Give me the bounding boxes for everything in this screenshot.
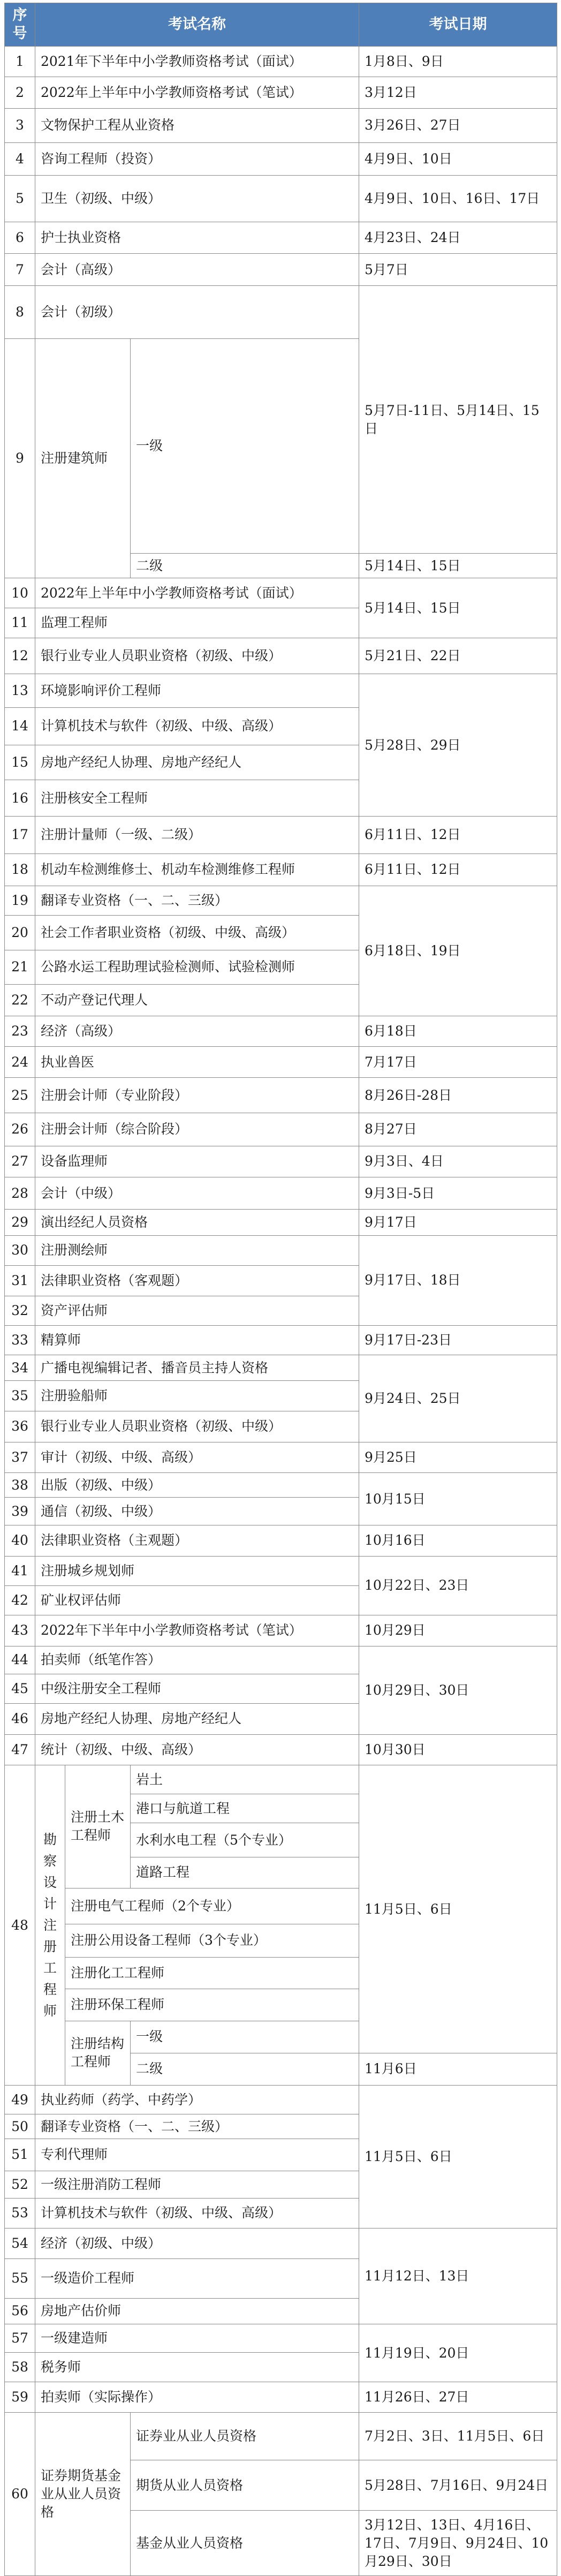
exam-name: 社会工作者职业资格（初级、中级、高级）	[35, 915, 359, 950]
row-number: 35	[5, 1381, 35, 1411]
header-date: 考试日期	[359, 3, 557, 47]
exam-name: 注册会计师（综合阶段）	[35, 1113, 359, 1146]
exam-name: 广播电视编辑记者、播音员主持人资格	[35, 1355, 359, 1381]
row-number: 55	[5, 2258, 35, 2298]
row-number: 3	[5, 108, 35, 143]
table-row	[5, 1525, 557, 1556]
exam-name: 计算机技术与软件（初级、中级、高级）	[35, 2198, 359, 2228]
table-row	[5, 638, 557, 674]
row-number: 50	[5, 2114, 35, 2139]
table-row	[5, 1646, 557, 1674]
exam-name: 公路水运工程助理试验检测师、试验检测师	[35, 950, 359, 985]
row-number: 45	[5, 1674, 35, 1703]
exam-date: 11月26日、27日	[359, 2382, 557, 2412]
exam-name: 资产评估师	[35, 1296, 359, 1325]
row-number: 12	[5, 638, 35, 674]
exam-date: 11月5日、6日	[359, 1765, 557, 2053]
exam-name: 法律职业资格（主观题）	[35, 1525, 359, 1556]
row-number: 27	[5, 1146, 35, 1177]
table-row	[5, 2324, 557, 2352]
row-number: 28	[5, 1177, 35, 1210]
table-row	[5, 77, 557, 108]
exam-subgroup: 注册环保工程师	[65, 1989, 359, 2021]
row-number: 31	[5, 1266, 35, 1296]
exam-name: 拍卖师（实际操作）	[35, 2382, 359, 2412]
exam-name: 2022年上半年中小学教师资格考试（笔试）	[35, 77, 359, 108]
row-number: 8	[5, 286, 35, 339]
exam-date: 1月8日、9日	[359, 47, 557, 77]
exam-name: 审计（初级、中级、高级）	[35, 1442, 359, 1473]
row-number: 4	[5, 143, 35, 176]
table-row	[5, 1615, 557, 1646]
exam-subgroup: 注册结构工程师	[65, 2021, 131, 2085]
row-number: 46	[5, 1703, 35, 1734]
exam-subtype: 基金从业人员资格	[131, 2511, 359, 2576]
table-row	[5, 2382, 557, 2412]
exam-specialty: 水利水电工程（5个专业）	[131, 1823, 359, 1857]
row-number: 41	[5, 1556, 35, 1585]
row-number: 10	[5, 578, 35, 608]
exam-name: 护士执业资格	[35, 222, 359, 254]
exam-name: 统计（初级、中级、高级）	[35, 1734, 359, 1765]
row-number: 34	[5, 1355, 35, 1381]
row-number: 24	[5, 1046, 35, 1078]
table-row	[5, 1235, 557, 1265]
exam-specialty: 港口与航道工程	[131, 1794, 359, 1823]
table-row	[5, 817, 557, 853]
exam-date: 9月25日	[359, 1442, 557, 1473]
exam-name: 专利代理师	[35, 2139, 359, 2171]
exam-name: 中级注册安全工程师	[35, 1674, 359, 1703]
header-name: 考试名称	[35, 3, 359, 47]
exam-name: 注册核安全工程师	[35, 780, 359, 816]
exam-name: 法律职业资格（客观题）	[35, 1266, 359, 1296]
exam-date: 8月27日	[359, 1113, 557, 1146]
table-row	[5, 176, 557, 222]
exam-date: 11月19日、20日	[359, 2324, 557, 2382]
exam-name: 一级造价工程师	[35, 2258, 359, 2298]
row-number: 1	[5, 47, 35, 77]
exam-name: 经济（高级）	[35, 1016, 359, 1046]
row-number: 51	[5, 2139, 35, 2171]
exam-date: 10月16日	[359, 1525, 557, 1556]
table-header-row	[5, 3, 557, 47]
exam-name: 会计（初级）	[35, 286, 359, 339]
exam-date: 10月29日、30日	[359, 1646, 557, 1734]
exam-date: 5月14日、15日	[359, 578, 557, 638]
exam-date: 3月12日、13日、4月16日、17日、7月9日、9月24日、10月29日、30日	[359, 2511, 557, 2576]
table-row	[5, 578, 557, 608]
exam-subgroup: 注册公用设备工程师（3个专业）	[65, 1924, 359, 1957]
exam-date: 5月28日、29日	[359, 674, 557, 817]
table-row	[5, 1177, 557, 1210]
table-row	[5, 853, 557, 886]
exam-level: 二级	[131, 2053, 359, 2085]
exam-group: 证券期货基金业从业人员资格	[35, 2412, 131, 2575]
row-number: 38	[5, 1473, 35, 1498]
exam-name: 2021年下半年中小学教师资格考试（面试）	[35, 47, 359, 77]
row-number: 15	[5, 745, 35, 780]
exam-level: 一级	[131, 339, 359, 554]
exam-date: 3月12日	[359, 77, 557, 108]
exam-name: 房地产估价师	[35, 2298, 359, 2324]
header-no: 序号	[5, 3, 35, 47]
row-number: 48	[5, 1765, 35, 2086]
exam-date: 5月7日-11日、5月14日、15日	[359, 286, 557, 554]
exam-subtype: 证券业从业人员资格	[131, 2412, 359, 2460]
table-row	[5, 886, 557, 915]
row-number: 21	[5, 950, 35, 985]
table-row	[5, 1442, 557, 1473]
table-row	[5, 1355, 557, 1381]
exam-date: 5月14日、15日	[359, 554, 557, 578]
row-number: 11	[5, 608, 35, 638]
row-number: 14	[5, 707, 35, 745]
exam-name: 税务师	[35, 2352, 359, 2382]
row-number: 42	[5, 1585, 35, 1615]
table-row	[5, 1016, 557, 1046]
row-number: 57	[5, 2324, 35, 2352]
exam-name: 机动车检测维修士、机动车检测维修工程师	[35, 853, 359, 886]
row-number: 40	[5, 1525, 35, 1556]
exam-date: 9月17日	[359, 1210, 557, 1235]
exam-name: 拍卖师（纸笔作答）	[35, 1646, 359, 1674]
row-number: 58	[5, 2352, 35, 2382]
exam-date: 6月11日、12日	[359, 817, 557, 853]
exam-date: 10月29日	[359, 1615, 557, 1646]
row-number: 33	[5, 1325, 35, 1355]
row-number: 9	[5, 339, 35, 578]
exam-date: 6月18日、19日	[359, 886, 557, 1016]
exam-name: 翻译专业资格（一、二、三级）	[35, 2114, 359, 2139]
table-row	[5, 286, 557, 339]
exam-name: 执业药师（药学、中药学）	[35, 2085, 359, 2114]
exam-date: 5月21日、22日	[359, 638, 557, 674]
exam-name: 注册计量师（一级、二级）	[35, 817, 359, 853]
exam-date: 6月18日	[359, 1016, 557, 1046]
row-number: 17	[5, 817, 35, 853]
exam-subtype: 期货从业人员资格	[131, 2460, 359, 2511]
exam-name: 房地产经纪人协理、房地产经纪人	[35, 1703, 359, 1734]
exam-name: 演出经纪人员资格	[35, 1210, 359, 1235]
exam-date: 10月22日、23日	[359, 1556, 557, 1615]
exam-name: 通信（初级、中级）	[35, 1498, 359, 1525]
row-number: 37	[5, 1442, 35, 1473]
exam-date: 9月17日、18日	[359, 1235, 557, 1325]
exam-name: 注册验船师	[35, 1381, 359, 1411]
exam-date: 7月17日	[359, 1046, 557, 1078]
exam-date: 11月6日	[359, 2053, 557, 2085]
table-row	[5, 1556, 557, 1585]
row-number: 60	[5, 2412, 35, 2575]
row-number: 25	[5, 1078, 35, 1113]
exam-schedule-table	[4, 3, 557, 2576]
exam-date: 9月3日-5日	[359, 1177, 557, 1210]
exam-specialty: 道路工程	[131, 1857, 359, 1888]
exam-name: 银行业专业人员职业资格（初级、中级）	[35, 1411, 359, 1442]
exam-name: 注册城乡规划师	[35, 1556, 359, 1585]
row-number: 56	[5, 2298, 35, 2324]
exam-name: 会计（中级）	[35, 1177, 359, 1210]
exam-date: 9月3日、4日	[359, 1146, 557, 1177]
row60-subrow	[5, 2412, 557, 2460]
table-row	[5, 1210, 557, 1235]
row-number: 19	[5, 886, 35, 915]
row-number: 26	[5, 1113, 35, 1146]
row-number: 36	[5, 1411, 35, 1442]
exam-date: 7月2日、3日、11月5日、6日	[359, 2412, 557, 2460]
row-number: 5	[5, 176, 35, 222]
exam-group-vertical: 勘 察 设 计 注 册 工 程 师	[35, 1765, 65, 2086]
exam-name: 会计（高级）	[35, 254, 359, 286]
row-number: 43	[5, 1615, 35, 1646]
row-number: 6	[5, 222, 35, 254]
exam-name: 一级建造师	[35, 2324, 359, 2352]
exam-date: 9月17日-23日	[359, 1325, 557, 1355]
exam-name: 注册测绘师	[35, 1235, 359, 1265]
exam-date: 10月30日	[359, 1734, 557, 1765]
row-number: 53	[5, 2198, 35, 2228]
exam-name: 设备监理师	[35, 1146, 359, 1177]
row-number: 47	[5, 1734, 35, 1765]
exam-date: 10月15日	[359, 1473, 557, 1525]
table-row	[5, 108, 557, 143]
exam-name: 经济（初级、中级）	[35, 2228, 359, 2258]
exam-level: 二级	[131, 554, 359, 578]
row-number: 32	[5, 1296, 35, 1325]
exam-date: 5月28日、7月16日、9月24日	[359, 2460, 557, 2511]
exam-name: 出版（初级、中级）	[35, 1473, 359, 1498]
exam-name: 环境影响评价工程师	[35, 674, 359, 707]
table-row	[5, 222, 557, 254]
exam-level: 一级	[131, 2021, 359, 2053]
table-row	[5, 1734, 557, 1765]
table-row	[5, 1473, 557, 1498]
exam-name: 咨询工程师（投资）	[35, 143, 359, 176]
exam-date: 11月12日、13日	[359, 2228, 557, 2324]
exam-date: 6月11日、12日	[359, 853, 557, 886]
exam-date: 4月9日、10日、16日、17日	[359, 176, 557, 222]
row-number: 22	[5, 985, 35, 1016]
exam-name: 计算机技术与软件（初级、中级、高级）	[35, 707, 359, 745]
row-number: 13	[5, 674, 35, 707]
table-row	[5, 2228, 557, 2258]
exam-name: 监理工程师	[35, 608, 359, 638]
exam-name: 2022年下半年中小学教师资格考试（笔试）	[35, 1615, 359, 1646]
exam-name: 银行业专业人员职业资格（初级、中级）	[35, 638, 359, 674]
row-number: 39	[5, 1498, 35, 1525]
exam-date: 4月23日、24日	[359, 222, 557, 254]
row-number: 54	[5, 2228, 35, 2258]
table-row	[5, 1078, 557, 1113]
exam-name: 注册会计师（专业阶段）	[35, 1078, 359, 1113]
table-row	[5, 1146, 557, 1177]
row-number: 44	[5, 1646, 35, 1674]
row-number: 23	[5, 1016, 35, 1046]
row-number: 2	[5, 77, 35, 108]
table-row	[5, 1046, 557, 1078]
row-number: 49	[5, 2085, 35, 2114]
table-row	[5, 1325, 557, 1355]
row-number: 30	[5, 1235, 35, 1265]
exam-date: 3月26日、27日	[359, 108, 557, 143]
exam-subgroup: 注册土木工程师	[65, 1765, 131, 1888]
exam-date: 5月7日	[359, 254, 557, 286]
exam-name: 2022年上半年中小学教师资格考试（面试）	[35, 578, 359, 608]
exam-name: 不动产登记代理人	[35, 985, 359, 1016]
row-number: 16	[5, 780, 35, 816]
exam-date: 8月26日-28日	[359, 1078, 557, 1113]
exam-name: 文物保护工程从业资格	[35, 108, 359, 143]
table-row	[5, 47, 557, 77]
table-row	[5, 674, 557, 707]
table-row	[5, 254, 557, 286]
exam-date: 4月9日、10日	[359, 143, 557, 176]
exam-specialty: 岩土	[131, 1765, 359, 1794]
exam-name: 房地产经纪人协理、房地产经纪人	[35, 745, 359, 780]
table-row	[5, 2085, 557, 2114]
exam-date: 11月5日、6日	[359, 2085, 557, 2228]
row-number: 59	[5, 2382, 35, 2412]
exam-name: 执业兽医	[35, 1046, 359, 1078]
exam-name: 注册建筑师	[35, 339, 131, 578]
table-row	[5, 143, 557, 176]
row48-subrow	[5, 1765, 557, 1794]
exam-name: 翻译专业资格（一、二、三级）	[35, 886, 359, 915]
row-number: 18	[5, 853, 35, 886]
exam-name: 精算师	[35, 1325, 359, 1355]
row-number: 52	[5, 2171, 35, 2198]
row-number: 29	[5, 1210, 35, 1235]
exam-name: 矿业权评估师	[35, 1585, 359, 1615]
exam-date: 9月24日、25日	[359, 1355, 557, 1442]
exam-name: 一级注册消防工程师	[35, 2171, 359, 2198]
exam-name: 卫生（初级、中级）	[35, 176, 359, 222]
exam-subgroup: 注册电气工程师（2个专业）	[65, 1888, 359, 1924]
table-row	[5, 1113, 557, 1146]
row-number: 20	[5, 915, 35, 950]
row-number: 7	[5, 254, 35, 286]
exam-subgroup: 注册化工工程师	[65, 1958, 359, 1989]
